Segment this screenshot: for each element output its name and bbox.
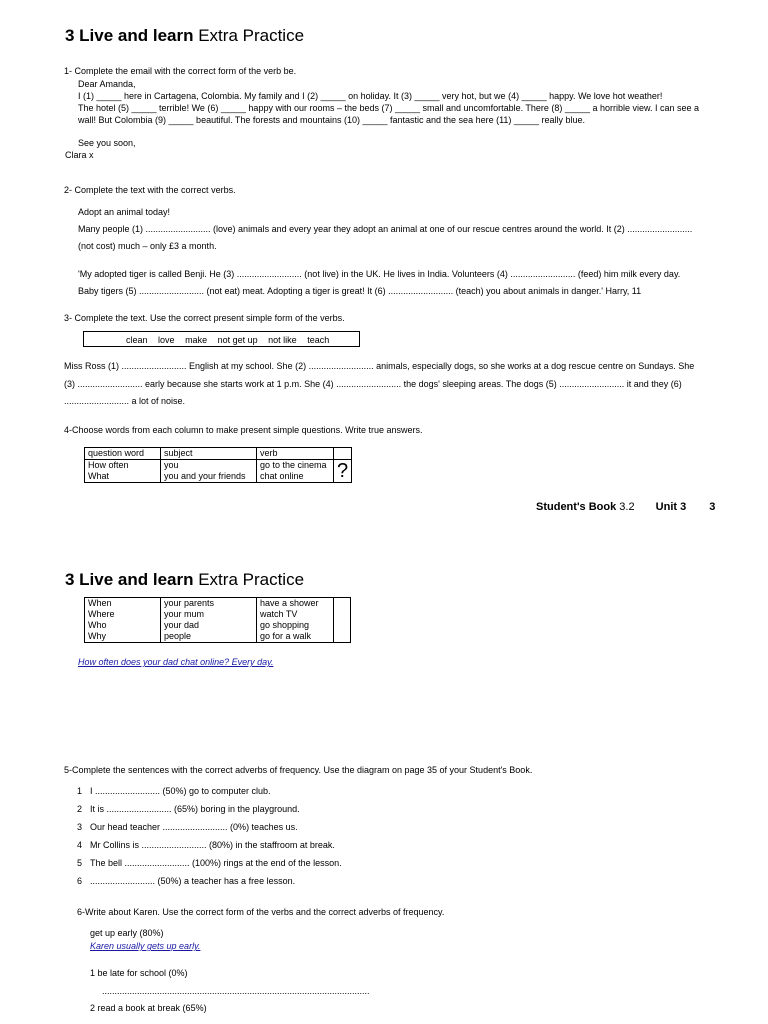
table-cell: your dad xyxy=(164,620,200,630)
list-item: 3 Our head teacher .......................... (0%) teaches us. xyxy=(77,822,298,832)
ex6-item: 2 read a book at break (65%) xyxy=(90,1003,207,1013)
email-signoff: See you soon, xyxy=(78,138,136,148)
table-row xyxy=(85,460,352,483)
table-header: verb xyxy=(257,448,334,460)
list-item: 2 It is .......................... (65%) boring in the playground. xyxy=(77,804,300,814)
table-header xyxy=(334,448,352,460)
table-header-row xyxy=(85,448,352,460)
ex3-instruction: 3- Complete the text. Use the correct present simple form of the verbs. xyxy=(64,313,345,323)
table-cell: chat online xyxy=(260,471,304,481)
ex2-text-line: Baby tigers (5) .......................... (not eat) meat. Adopting a tiger is great! It (6) .......................... (teach) you about animals in danger.' Harry, 11 xyxy=(78,286,642,296)
ex6-item: 1 be late for school (0%) xyxy=(90,968,188,978)
list-item: 5 The bell .......................... (100%) rings at the end of the lesson. xyxy=(77,858,342,868)
email-greeting: Dear Amanda, xyxy=(78,79,136,89)
ex6-example: Karen usually gets up early. xyxy=(90,941,201,951)
email-line: wall! But Colombia (9) _____ beautiful. The forests and mountains (10) _____ fantastic and the sea here (11) _____ really blue. xyxy=(78,115,585,125)
ex2-text-line: 'My adopted tiger is called Benji. He (3) .......................... (not live) in the UK. He lives in India. Volunteers (4) .......................... (feed) him milk every day. xyxy=(78,269,681,279)
word-item: clean xyxy=(126,335,148,345)
ex3-text-line: .......................... a lot of noise. xyxy=(64,396,186,406)
question-mark: ? xyxy=(334,460,352,483)
ex2-text-line: (not cost) much – only £3 a month. xyxy=(78,241,217,251)
ex2-instruction: 2- Complete the text with the correct verbs. xyxy=(64,185,236,195)
table-cell: your mum xyxy=(164,609,205,619)
ex4-instruction: 4-Choose words from each column to make present simple questions. Write true answers. xyxy=(64,425,423,435)
ex6-prompt: get up early (80%) xyxy=(90,928,164,938)
table-header: subject xyxy=(161,448,257,460)
page-footer xyxy=(536,501,715,513)
table-cell: Where xyxy=(88,609,115,619)
word-item: love xyxy=(158,335,175,345)
ex5-list xyxy=(77,782,342,890)
ex2-text-line: Many people (1) .......................... (love) animals and every year they adopt an animal at one of our rescue centres around the world. It (2) .......................... xyxy=(78,224,693,234)
table-cell: go for a walk xyxy=(260,631,312,641)
table-cell: your parents xyxy=(164,598,215,608)
ex5-instruction: 5-Complete the sentences with the correct adverbs of frequency. Use the diagram on page 35 of your Student's Book. xyxy=(64,765,533,775)
ex6-instruction: 6-Write about Karen. Use the correct form of the verbs and the correct adverbs of frequency. xyxy=(77,907,445,917)
table-cell: How often xyxy=(88,460,129,470)
question-table xyxy=(84,447,352,483)
footer-unit: Unit 3 xyxy=(655,501,687,513)
example-answer: How often does your dad chat online? Every day. xyxy=(78,657,274,667)
email-name: Clara x xyxy=(65,150,94,160)
list-item: 4 Mr Collins is .......................... (80%) in the staffroom at break. xyxy=(77,840,335,850)
table-cell: go shopping xyxy=(260,620,310,630)
list-item: 1 I .......................... (50%) go to computer club. xyxy=(77,786,271,796)
table-cell: have a shower xyxy=(260,598,319,608)
word-item: make xyxy=(185,335,208,345)
footer-book: Student's Book xyxy=(536,501,617,513)
ex3-text-line: (3) .......................... early because she starts work at 1 p.m. She (4) .......................... the dogs' sleeping areas. The dogs (5) .......................... it and they (6) xyxy=(64,379,682,389)
page-title: 3 Live and learn Extra Practice xyxy=(65,26,305,45)
table-cell: watch TV xyxy=(260,609,298,619)
ex1-email xyxy=(78,78,699,126)
page-title: 3 Live and learn Extra Practice xyxy=(65,570,305,589)
question-table-continued xyxy=(84,597,351,643)
footer-page-number: 3 xyxy=(709,501,716,513)
table-cell: Who xyxy=(88,620,107,630)
answer-line: ........................................................................................................... xyxy=(102,986,370,996)
table-cell: you xyxy=(164,460,179,470)
word-item: teach xyxy=(307,335,330,345)
word-item: not like xyxy=(268,335,297,345)
list-item: 6 .......................... (50%) a teacher has a free lesson. xyxy=(77,876,296,886)
ex3-text-line: Miss Ross (1) .......................... English at my school. She (2) .......................... animals, especially dogs, so she works at a dog rescue centre on Sundays. She xyxy=(64,361,695,371)
table-cell: go to the cinema xyxy=(260,460,327,470)
email-line: The hotel (5) _____ terrible! We (6) _____ happy with our rooms – the beds (7) _____ small and uncomfortable. There (8) _____ a horrible view. I can see a xyxy=(78,103,700,113)
table-cell: When xyxy=(88,598,112,608)
table-cell: Why xyxy=(88,631,106,641)
table-header: question word xyxy=(85,448,161,460)
word-box xyxy=(83,331,360,347)
table-cell: What xyxy=(88,471,110,481)
table-cell: people xyxy=(164,631,192,641)
word-item: not get up xyxy=(217,335,258,345)
ex2-heading: Adopt an animal today! xyxy=(78,207,171,217)
ex1-instruction: 1- Complete the email with the correct form of the verb be. xyxy=(64,66,297,76)
footer-ref: 3.2 xyxy=(616,501,635,513)
email-line: I (1) _____ here in Cartagena, Colombia. My family and I (2) _____ on holiday. It (3) _____ very hot, but we (4) _____ happy. We love hot weather! xyxy=(78,91,663,101)
table-row xyxy=(85,598,351,643)
table-cell: you and your friends xyxy=(164,471,246,481)
